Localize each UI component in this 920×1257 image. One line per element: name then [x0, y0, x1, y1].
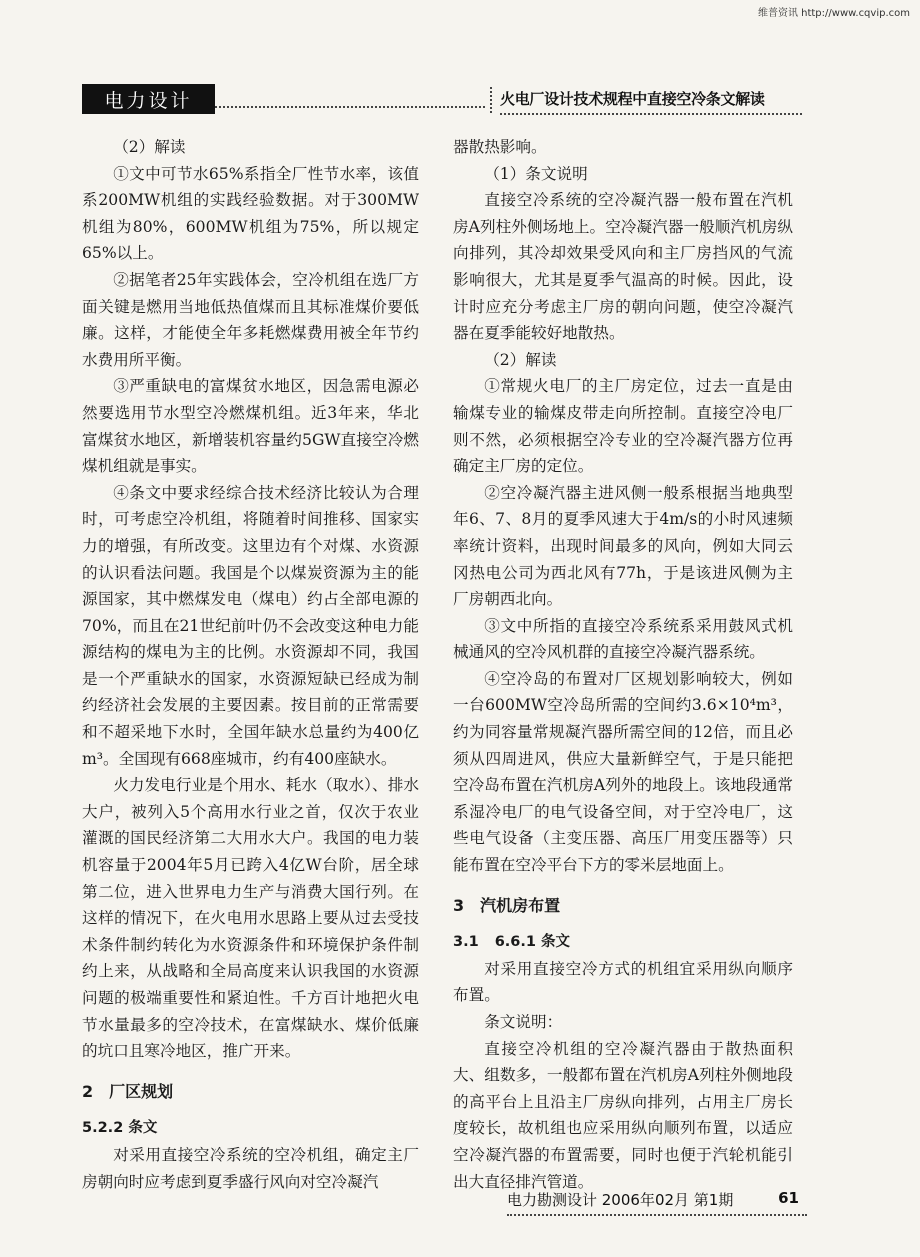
left-column [82, 134, 419, 1195]
article-title: 火电厂设计技术规程中直接空冷条文解读 [500, 88, 802, 115]
paragraph: 直接空冷机组的空冷凝汽器由于散热面积大、组数多，一般都布置在汽机房A列柱外侧地段的高平台上且沿主厂房纵向排列，占用主厂房长度较长，故机组也应采用纵向顺列布置，以适应空冷凝汽器的布置需要，同时也便于汽轮机能引出大直径排汽管道。 [453, 1039, 793, 1191]
paragraph: ④条文中要求经综合技术经济比较认为合理时，可考虑空冷机组，将随着时间推移、国家实力的增强，有所改变。这里边有个对煤、水资源的认识看法问题。我国是个以煤炭资源为主的能源国家，其中燃煤发电（煤电）约占全部电源的70%，而且在21世纪前叶仍不会改变这种电力能源结构的煤电为主的比例。水资源却不同，我国是一个严重缺水的国家，水资源短缺已经成为制约经济社会发展的主要因素。按目前的正常需要和不超采地下水时，全国年缺水总量约为400亿m³。全国现有668座城市，约有400座缺水。 [82, 483, 419, 768]
section-label: 电力设计 [82, 84, 215, 114]
subsection-heading: 5.2.2 条文 [82, 1120, 158, 1137]
paragraph: （1）条文说明 [484, 164, 588, 183]
journal-footer [507, 1189, 807, 1216]
paragraph: 条文说明： [484, 1013, 563, 1031]
journal-info: 电力勘测设计 2006年02月 第1期 [507, 1191, 734, 1209]
right-column [453, 134, 793, 1195]
section-heading-text: 厂区规划 [109, 1081, 174, 1101]
section-number: 2 [82, 1081, 94, 1101]
paragraph: 器散热影响。 [453, 138, 547, 156]
subsection-heading [453, 929, 793, 956]
site-watermark: 维普资讯 http://www.cqvip.com [757, 8, 910, 19]
header-divider [215, 106, 485, 108]
paragraph: 火力发电行业是个用水、耗水（取水）、排水大户，被列入5个高用水行业之首，仅次于农业灌溉的国民经济第二大用水大户。我国的电力装机容量于2004年5月已跨入4亿W台阶，居全球第二位，进入世界电力生产与消费大国行列。在这样的情况下，在火电用水思路上要从过去受技术条件制约转化为水资源条件和环境保护条件制约上来，从战略和全局高度来认识我国的水资源问题的极端重要性和紧迫性。千方百计地把火电节水量最多的空冷技术，在富煤缺水、煤价低廉的坑口且寒冷地区，推广开来。 [82, 776, 419, 1061]
section-heading [453, 893, 793, 920]
paragraph: （2）解读 [484, 350, 557, 369]
section-number: 3 [453, 895, 465, 915]
page-number: 61 [778, 1189, 799, 1207]
paragraph: 对采用直接空冷方式的机组宜采用纵向顺序布置。 [453, 959, 793, 1005]
header-separator [490, 87, 494, 113]
subsection-number: 3.1 [453, 934, 479, 951]
paragraph: ①文中可节水65%系指全厂性节水率，该值系200MW机组的实践经验数据。对于300MW机组为80%，600MW机组为75%，所以规定65%以上。 [82, 164, 419, 263]
paragraph: ③文中所指的直接空冷系统系采用鼓风式机械通风的空冷风机群的直接空冷凝汽器系统。 [453, 616, 793, 662]
paragraph: ④空冷岛的布置对厂区规划影响较大，例如一台600MW空冷岛所需的空间约3.6×10⁴m³，约为同容量常规凝汽器所需空间的12倍，而且必须从四周进风，供应大量新鲜空气，于是只能把空冷岛布置在汽机房A列外的地段上。该地段通常系湿冷电厂的电气设备空间，对于空冷电厂，这些电气设备（主变压器、高压厂用变压器等）只能布置在空冷平台下方的零米层地面上。 [453, 669, 793, 875]
paragraph: 对采用直接空冷系统的空冷机组，确定主厂房朝向时应考虑到夏季盛行风向对空冷凝汽 [82, 1145, 419, 1191]
paragraph: ②空冷凝汽器主进风侧一般系根据当地典型年6、7、8月的夏季风速大于4m/s的小时风速频率统计资料，出现时间最多的风向，例如大同云冈热电公司为西北风有77h，于是该进风侧为主厂房朝西北向。 [453, 483, 793, 609]
paragraph: ②据笔者25年实践体会，空冷机组在选厂方面关键是燃用当地低热值煤而且其标准煤价要低廉。这样，才能使全年多耗燃煤费用被全年节约水费用所平衡。 [82, 270, 419, 369]
subsection-heading-text: 6.6.1 条文 [494, 934, 571, 951]
paragraph: （2）解读 [113, 138, 186, 156]
section-heading-text: 汽机房布置 [480, 895, 561, 915]
paragraph: 直接空冷系统的空冷凝汽器一般布置在汽机房A列柱外侧场地上。空冷凝汽器一般顺汽机房纵向排列，其冷却效果受风向和主厂房挡风的气流影响很大，尤其是夏季气温高的时候。因此，设计时应充分考虑主厂房的朝向问题，使空冷凝汽器在夏季能较好地散热。 [453, 191, 793, 343]
section-heading [82, 1079, 419, 1106]
paragraph: ①常规火电厂的主厂房定位，过去一直是由输煤专业的输煤皮带走向所控制。直接空冷电厂则不然，必须根据空冷专业的空冷凝汽器方位再确定主厂房的定位。 [453, 377, 793, 476]
paragraph: ③严重缺电的富煤贫水地区，因急需电源必然要选用节水型空冷燃煤机组。近3年来，华北富煤贫水地区，新增装机容量约5GW直接空冷燃煤机组就是事实。 [82, 377, 419, 476]
